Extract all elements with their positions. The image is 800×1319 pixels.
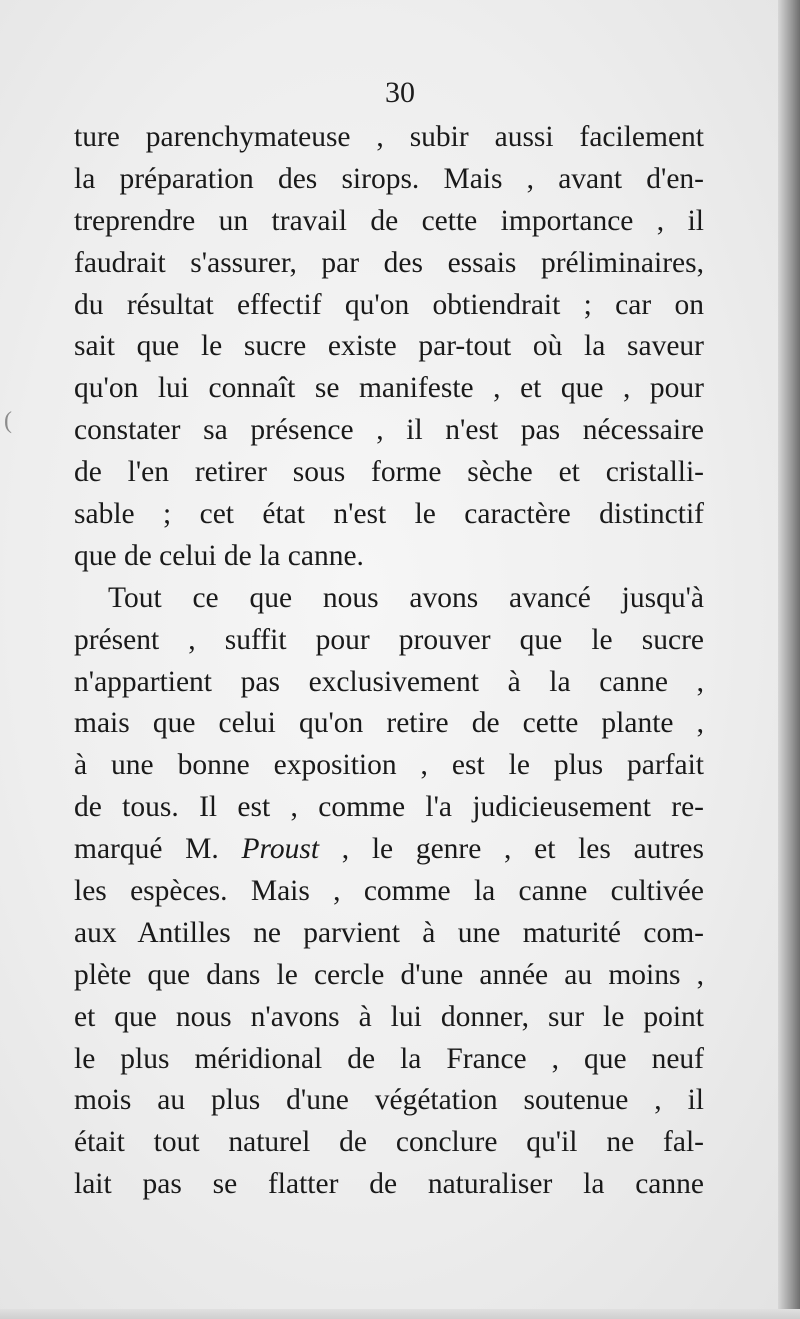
text-line: mois au plus d'une végétation soutenue , il	[74, 1084, 704, 1117]
text-line: lait pas se flatter de naturaliser la canne	[74, 1168, 704, 1201]
text-line: du résultat effectif qu'on obtiendrait ; car on	[74, 288, 704, 321]
text-line: treprendre un travail de cette importance , il	[74, 204, 704, 237]
text-line: sait que le sucre existe par-tout où la saveur	[74, 330, 704, 363]
text-line: de l'en retirer sous forme sèche et cristalli-	[74, 456, 704, 489]
text-line: le plus méridional de la France , que neuf	[74, 1042, 704, 1075]
text-line: plète que dans le cercle d'une année au moins ,	[74, 958, 704, 991]
text-line: ture parenchymateuse , subir aussi facilement	[74, 121, 704, 153]
text-line: marqué M. Proust , le genre , et les autres	[74, 833, 705, 866]
page-edge-shadow	[778, 0, 800, 1319]
page-number: 30	[385, 76, 415, 109]
body-text	[74, 117, 704, 1206]
text-line: constater sa présence , il n'est pas nécessaire	[74, 414, 704, 447]
text-line: n'appartient pas exclusivement à la canne ,	[74, 665, 704, 698]
text-line: présent , suffit pour prouver que le sucre	[74, 623, 704, 656]
text-line: qu'on lui connaît se manifeste , et que , pour	[74, 372, 704, 405]
text-line: faudrait s'assurer, par des essais préliminaires,	[74, 246, 704, 279]
text-line: aux Antilles ne parvient à une maturité com-	[74, 916, 704, 949]
text-line: sable ; cet état n'est le caractère distinctif	[74, 498, 704, 531]
text-line: de tous. Il est , comme l'a judicieusement re-	[74, 791, 704, 824]
text-line: mais que celui qu'on retire de cette plante ,	[74, 707, 704, 740]
text-line: à une bonne exposition , est le plus parfait	[74, 749, 704, 782]
text-line: la préparation des sirops. Mais , avant d'en-	[74, 162, 704, 195]
margin-mark: (	[4, 408, 12, 434]
text-line: les espèces. Mais , comme la canne cultivée	[74, 875, 704, 908]
paragraph-start-line: Tout ce que nous avons avancé jusqu'à	[108, 581, 704, 614]
page-bottom-edge	[0, 1309, 800, 1319]
text-line: et que nous n'avons à lui donner, sur le point	[74, 1000, 704, 1033]
text-line: était tout naturel de conclure qu'il ne fal-	[74, 1126, 704, 1159]
italic-name: Proust	[241, 833, 320, 866]
paragraph-end-line: que de celui de la canne.	[74, 539, 364, 572]
